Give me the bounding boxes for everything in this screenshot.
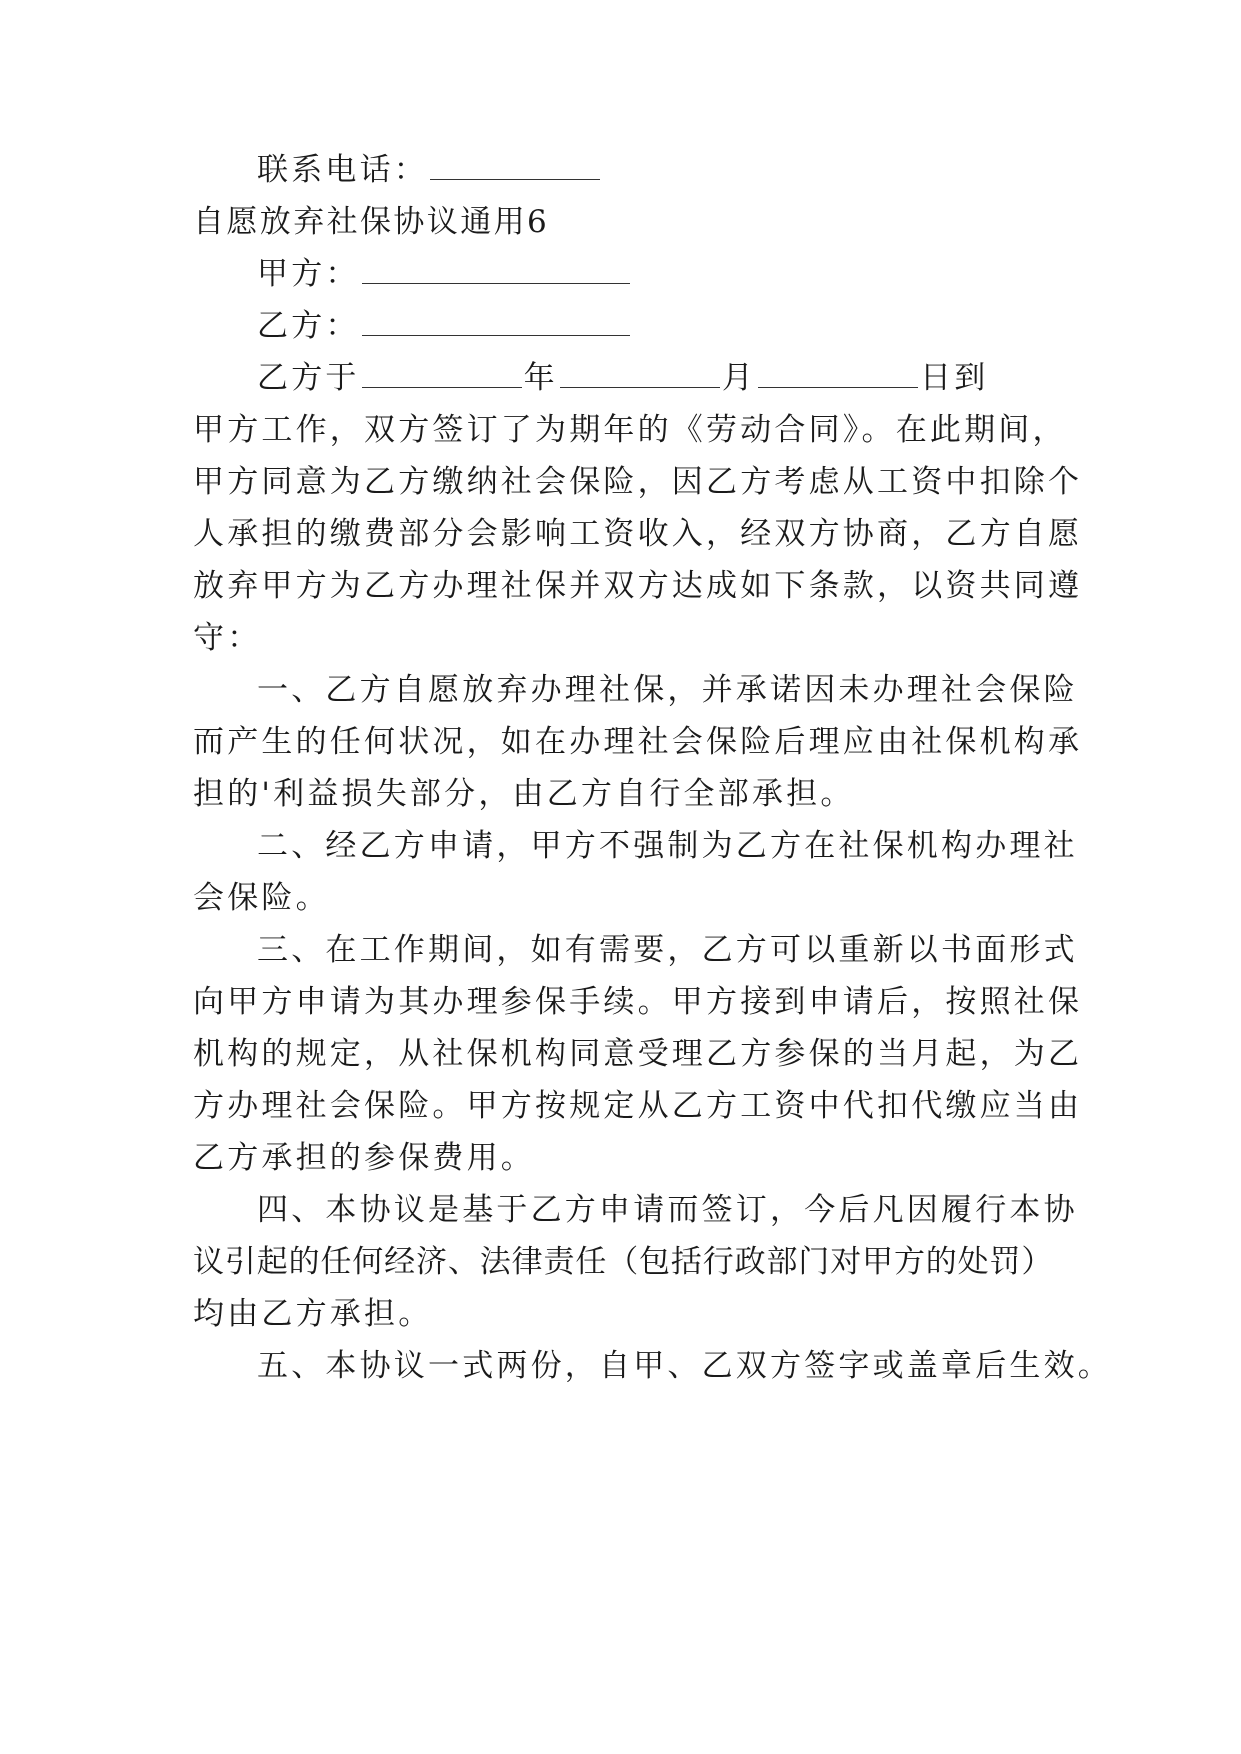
- intro-first-line: [257, 358, 1053, 398]
- clause3-line-5: 乙方承担的参保费用。: [193, 1140, 535, 1176]
- clause1-line-1: 一、乙方自愿放弃办理社保，并承诺因未办理社会保险: [257, 672, 1078, 708]
- clause4-line-3: 均由乙方承担。: [193, 1296, 433, 1332]
- clause3-line-1: 三、在工作期间，如有需要，乙方可以重新以书面形式: [257, 932, 1078, 968]
- intro-line-4: 放弃甲方为乙方办理社保并双方达成如下条款，以资共同遵: [193, 568, 1083, 604]
- phone-label: 联系电话：: [257, 152, 428, 188]
- intro-year: 年: [523, 360, 558, 396]
- clause3-line-2: 向甲方申请为其办理参保手续。甲方接到申请后，按照社保: [193, 984, 1083, 1020]
- party-a-line: [257, 254, 1117, 294]
- clause5-line-1: 五、本协议一式两份，自甲、乙双方签字或盖章后生效。: [257, 1348, 1112, 1384]
- phone-line: [257, 150, 1117, 190]
- party-b-blank: [362, 307, 630, 336]
- party-a-blank: [362, 255, 630, 284]
- day-blank: [758, 359, 918, 388]
- month-blank: [560, 359, 720, 388]
- clause3-line-3: 机构的规定，从社保机构同意受理乙方参保的当月起，为乙: [193, 1036, 1083, 1072]
- intro-line-5: 守：: [193, 620, 262, 656]
- phone-blank: [430, 151, 600, 180]
- clause2-line-2: 会保险。: [193, 880, 330, 916]
- intro-line-3: 人承担的缴费部分会影响工资收入，经双方协商，乙方自愿: [193, 516, 1083, 552]
- document-title: 自愿放弃社保协议通用6: [193, 204, 550, 240]
- clause3-line-4: 方办理社会保险。甲方按规定从乙方工资中代扣代缴应当由: [193, 1088, 1083, 1124]
- year-blank: [362, 359, 522, 388]
- intro-month: 月: [721, 360, 757, 396]
- intro-p1: 乙方于: [257, 360, 360, 396]
- party-b-label: 乙方：: [257, 308, 360, 344]
- clause1-line-3: 担的'利益损失部分，由乙方自行全部承担。: [193, 776, 855, 812]
- clause4-line-1: 四、本协议是基于乙方申请而签订，今后凡因履行本协: [257, 1192, 1078, 1228]
- intro-line-2: 甲方同意为乙方缴纳社会保险，因乙方考虑从工资中扣除个: [193, 464, 1083, 500]
- clause2-line-1: 二、经乙方申请，甲方不强制为乙方在社保机构办理社: [257, 828, 1078, 864]
- party-a-label: 甲方：: [257, 256, 360, 292]
- intro-day-to: 日到: [920, 360, 989, 396]
- clause4-line-2: 议引起的任何经济、法律责任（包括行政部门对甲方的处罚）: [193, 1244, 1053, 1280]
- intro-line-1: 甲方工作，双方签订了为期年的《劳动合同》。在此期间，: [193, 412, 1067, 448]
- party-b-line: [257, 306, 1117, 346]
- clause1-line-2: 而产生的任何状况，如在办理社会保险后理应由社保机构承: [193, 724, 1083, 760]
